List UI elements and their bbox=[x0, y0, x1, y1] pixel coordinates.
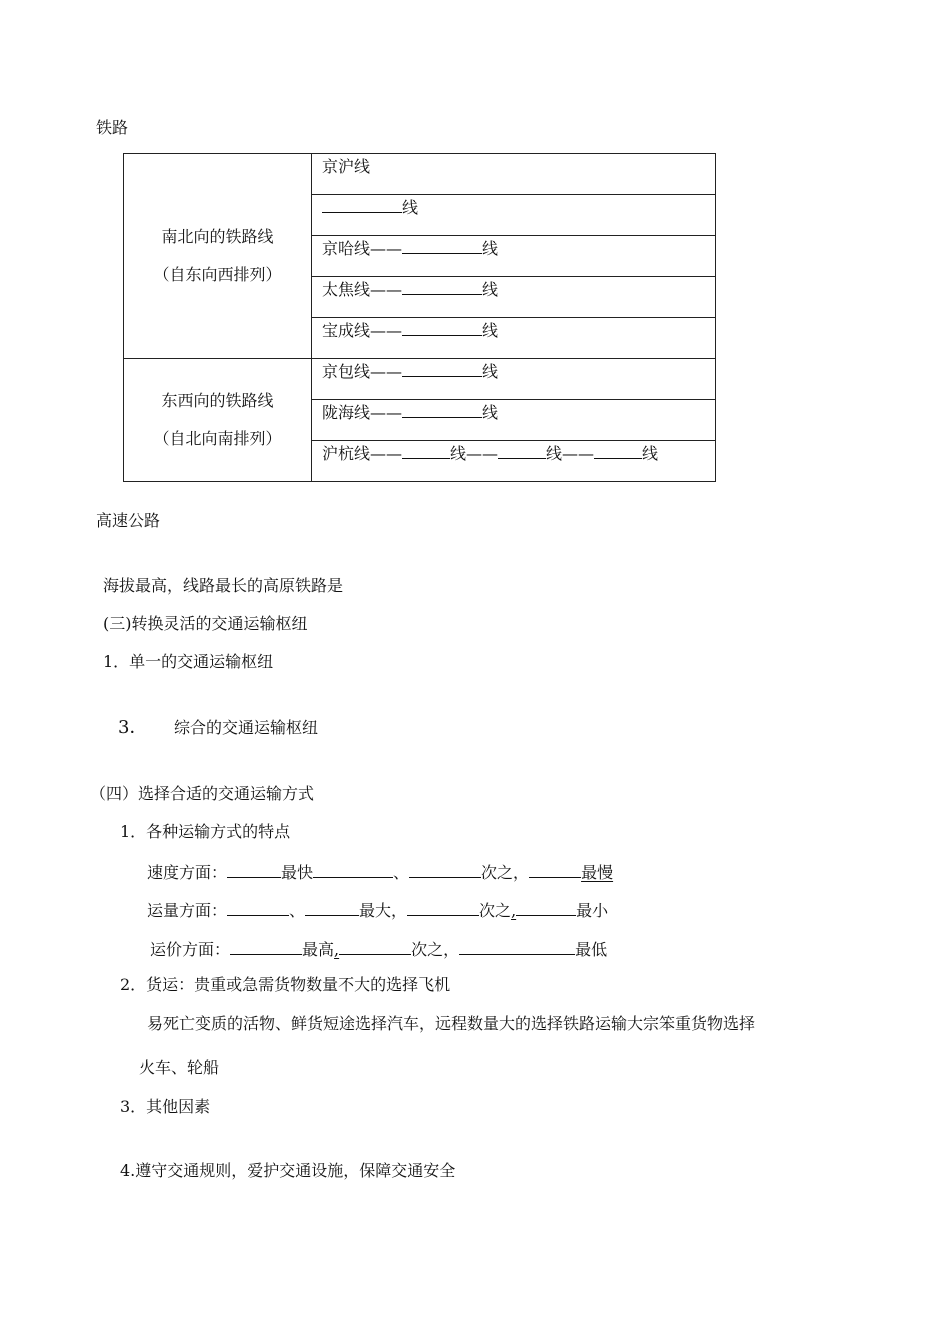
section3-title: (三)转换灵活的交通运输枢纽 bbox=[103, 614, 308, 633]
east-west-note: （自北向南排列） bbox=[153, 429, 282, 448]
row-suffix: 线 bbox=[482, 280, 499, 299]
table-row bbox=[312, 359, 716, 400]
volume-t2: 次之 bbox=[479, 901, 512, 920]
table-row bbox=[312, 441, 716, 482]
row-suffix: 线 bbox=[482, 239, 499, 258]
fill-blank[interactable] bbox=[407, 898, 479, 916]
fill-blank[interactable] bbox=[227, 860, 281, 878]
table-row bbox=[312, 400, 716, 441]
highway-heading: 高速公路 bbox=[96, 511, 161, 530]
row-suffix: 线 bbox=[482, 321, 499, 340]
row-suffix: 线—— bbox=[450, 444, 499, 463]
row-suffix: 线 bbox=[642, 444, 659, 463]
fill-blank[interactable] bbox=[230, 937, 302, 955]
fill-blank[interactable] bbox=[409, 860, 481, 878]
fill-blank[interactable] bbox=[516, 898, 576, 916]
cost-comma: , bbox=[334, 940, 340, 959]
fill-blank[interactable] bbox=[402, 441, 450, 459]
fill-blank[interactable] bbox=[594, 441, 642, 459]
east-west-title: 东西向的铁路线 bbox=[161, 391, 274, 410]
fill-blank[interactable] bbox=[402, 359, 482, 377]
row-suffix: 线—— bbox=[546, 444, 595, 463]
speed-t1: 最快 bbox=[281, 863, 314, 882]
table-row bbox=[312, 277, 716, 318]
railway-heading: 铁路 bbox=[96, 118, 129, 137]
table-row bbox=[312, 318, 716, 359]
cost-label: 运价方面： bbox=[150, 940, 231, 959]
s4-item4: 4.遵守交通规则，爱护交通设施，保障交通安全 bbox=[120, 1161, 456, 1180]
east-west-group bbox=[124, 359, 312, 482]
cost-t3: 最低 bbox=[575, 940, 608, 959]
row-suffix: 线 bbox=[482, 403, 499, 422]
fill-blank[interactable] bbox=[459, 937, 575, 955]
s4-item2-cont: 易死亡变质的活物、鲜货短途选择汽车，远程数量大的选择铁路运输大宗笨重货物选择 bbox=[147, 1014, 756, 1033]
north-south-title: 南北向的铁路线 bbox=[161, 227, 274, 246]
railway-table bbox=[123, 153, 716, 482]
speed-t3: 最慢 bbox=[581, 863, 614, 882]
row-prefix: 宝成线—— bbox=[322, 321, 403, 340]
row-prefix: 沪杭线—— bbox=[322, 444, 403, 463]
fill-blank[interactable] bbox=[498, 441, 546, 459]
plateau-line: 海拔最高，线路最长的高原铁路是 bbox=[103, 576, 344, 595]
fill-blank[interactable] bbox=[305, 898, 359, 916]
fill-blank[interactable] bbox=[402, 236, 482, 254]
fill-blank[interactable] bbox=[339, 937, 411, 955]
speed-label: 速度方面： bbox=[147, 863, 228, 882]
row-prefix: 京包线—— bbox=[322, 362, 403, 381]
volume-t3: 最小 bbox=[576, 901, 609, 920]
speed-sep: 、 bbox=[393, 863, 410, 882]
volume-sep: 、 bbox=[289, 901, 306, 920]
s4-item1: 1．各种运输方式的特点 bbox=[120, 822, 291, 841]
s4-item3: 3．其他因素 bbox=[120, 1097, 211, 1116]
north-south-note: （自东向西排列） bbox=[153, 265, 282, 284]
section3-item3-text: 综合的交通运输枢纽 bbox=[174, 718, 319, 737]
section3-item1: 1．单一的交通运输枢纽 bbox=[103, 652, 274, 671]
fill-blank[interactable] bbox=[402, 318, 482, 336]
speed-line bbox=[147, 860, 613, 883]
fill-blank[interactable] bbox=[227, 898, 289, 916]
cost-t1: 最高 bbox=[302, 940, 335, 959]
volume-line bbox=[147, 898, 608, 921]
row-suffix: 线 bbox=[402, 198, 419, 217]
row-suffix: 线 bbox=[482, 362, 499, 381]
fill-blank[interactable] bbox=[402, 277, 482, 295]
volume-label: 运量方面： bbox=[147, 901, 228, 920]
table-row bbox=[312, 154, 716, 195]
cost-t2: 次之， bbox=[411, 940, 460, 959]
fill-blank[interactable] bbox=[402, 400, 482, 418]
fill-blank[interactable] bbox=[529, 860, 581, 878]
cost-line bbox=[150, 937, 607, 960]
table-row bbox=[312, 195, 716, 236]
row-prefix: 京沪线 bbox=[322, 157, 371, 176]
volume-comma: , bbox=[511, 901, 517, 920]
row-prefix: 京哈线—— bbox=[322, 239, 403, 258]
fill-blank[interactable] bbox=[313, 860, 393, 878]
section4-title: （四）选择合适的交通运输方式 bbox=[90, 784, 315, 803]
table-row bbox=[312, 236, 716, 277]
speed-t2: 次之， bbox=[481, 863, 530, 882]
volume-t1: 最大， bbox=[359, 901, 408, 920]
north-south-group bbox=[124, 154, 312, 359]
row-prefix: 太焦线—— bbox=[322, 280, 403, 299]
fill-blank[interactable] bbox=[322, 195, 402, 213]
section3-item3 bbox=[118, 718, 318, 738]
row-prefix: 陇海线—— bbox=[322, 403, 403, 422]
section3-item3-num: 3． bbox=[118, 717, 148, 738]
s4-item2: 2．货运：贵重或急需货物数量不大的选择飞机 bbox=[120, 975, 451, 994]
s4-item2-cont2: 火车、轮船 bbox=[139, 1058, 220, 1077]
